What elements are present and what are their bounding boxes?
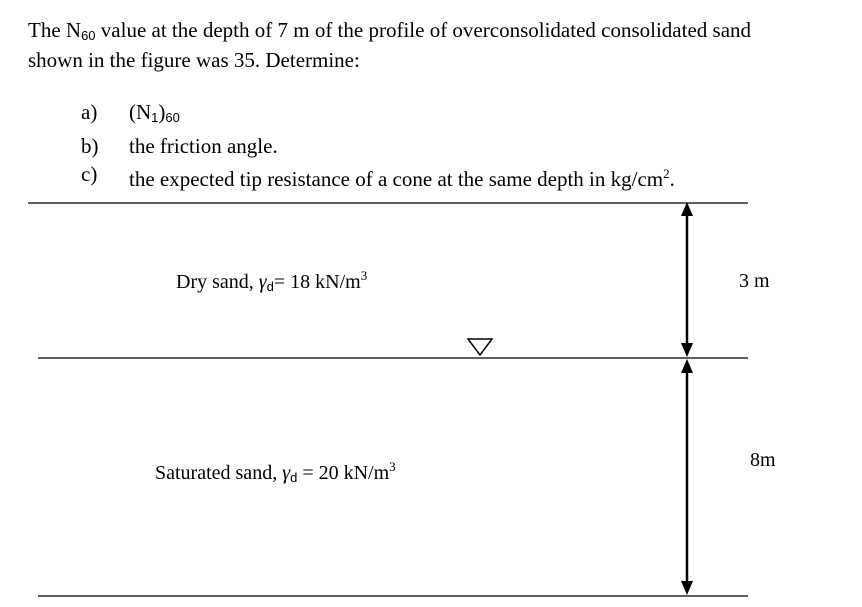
question-label: a)	[81, 100, 98, 124]
question-text: $(N_1)_{60}$	[129, 100, 180, 125]
dimension-label-8m: 8m	[750, 449, 776, 471]
problem-text: value at the depth of 7 m of the profile of overconsolidated consolidated sand	[95, 18, 752, 42]
saturated-sand-label: Saturated sand, $\gamma_d = 20$ $kN/m^3$	[155, 459, 396, 485]
problem-text: The N	[28, 18, 82, 42]
question-label: b)	[81, 134, 99, 158]
n-subscript: 60	[81, 28, 96, 43]
dry-sand-label: Dry sand, $\gamma_d= 18$ $kN/m^3$	[176, 268, 368, 294]
question-text: the expected tip resistance of a cone at the same depth in $kg/cm^2$.	[129, 166, 675, 191]
water-table-icon	[468, 339, 492, 355]
dimension-arrow-8m	[681, 359, 693, 595]
dimension-label-3m: 3 m	[739, 270, 770, 292]
problem-line-2: shown in the figure was 35. Determine:	[28, 48, 360, 72]
question-label: c)	[81, 162, 98, 186]
dimension-arrow-3m	[681, 202, 693, 357]
question-text: the friction angle.	[129, 134, 278, 158]
